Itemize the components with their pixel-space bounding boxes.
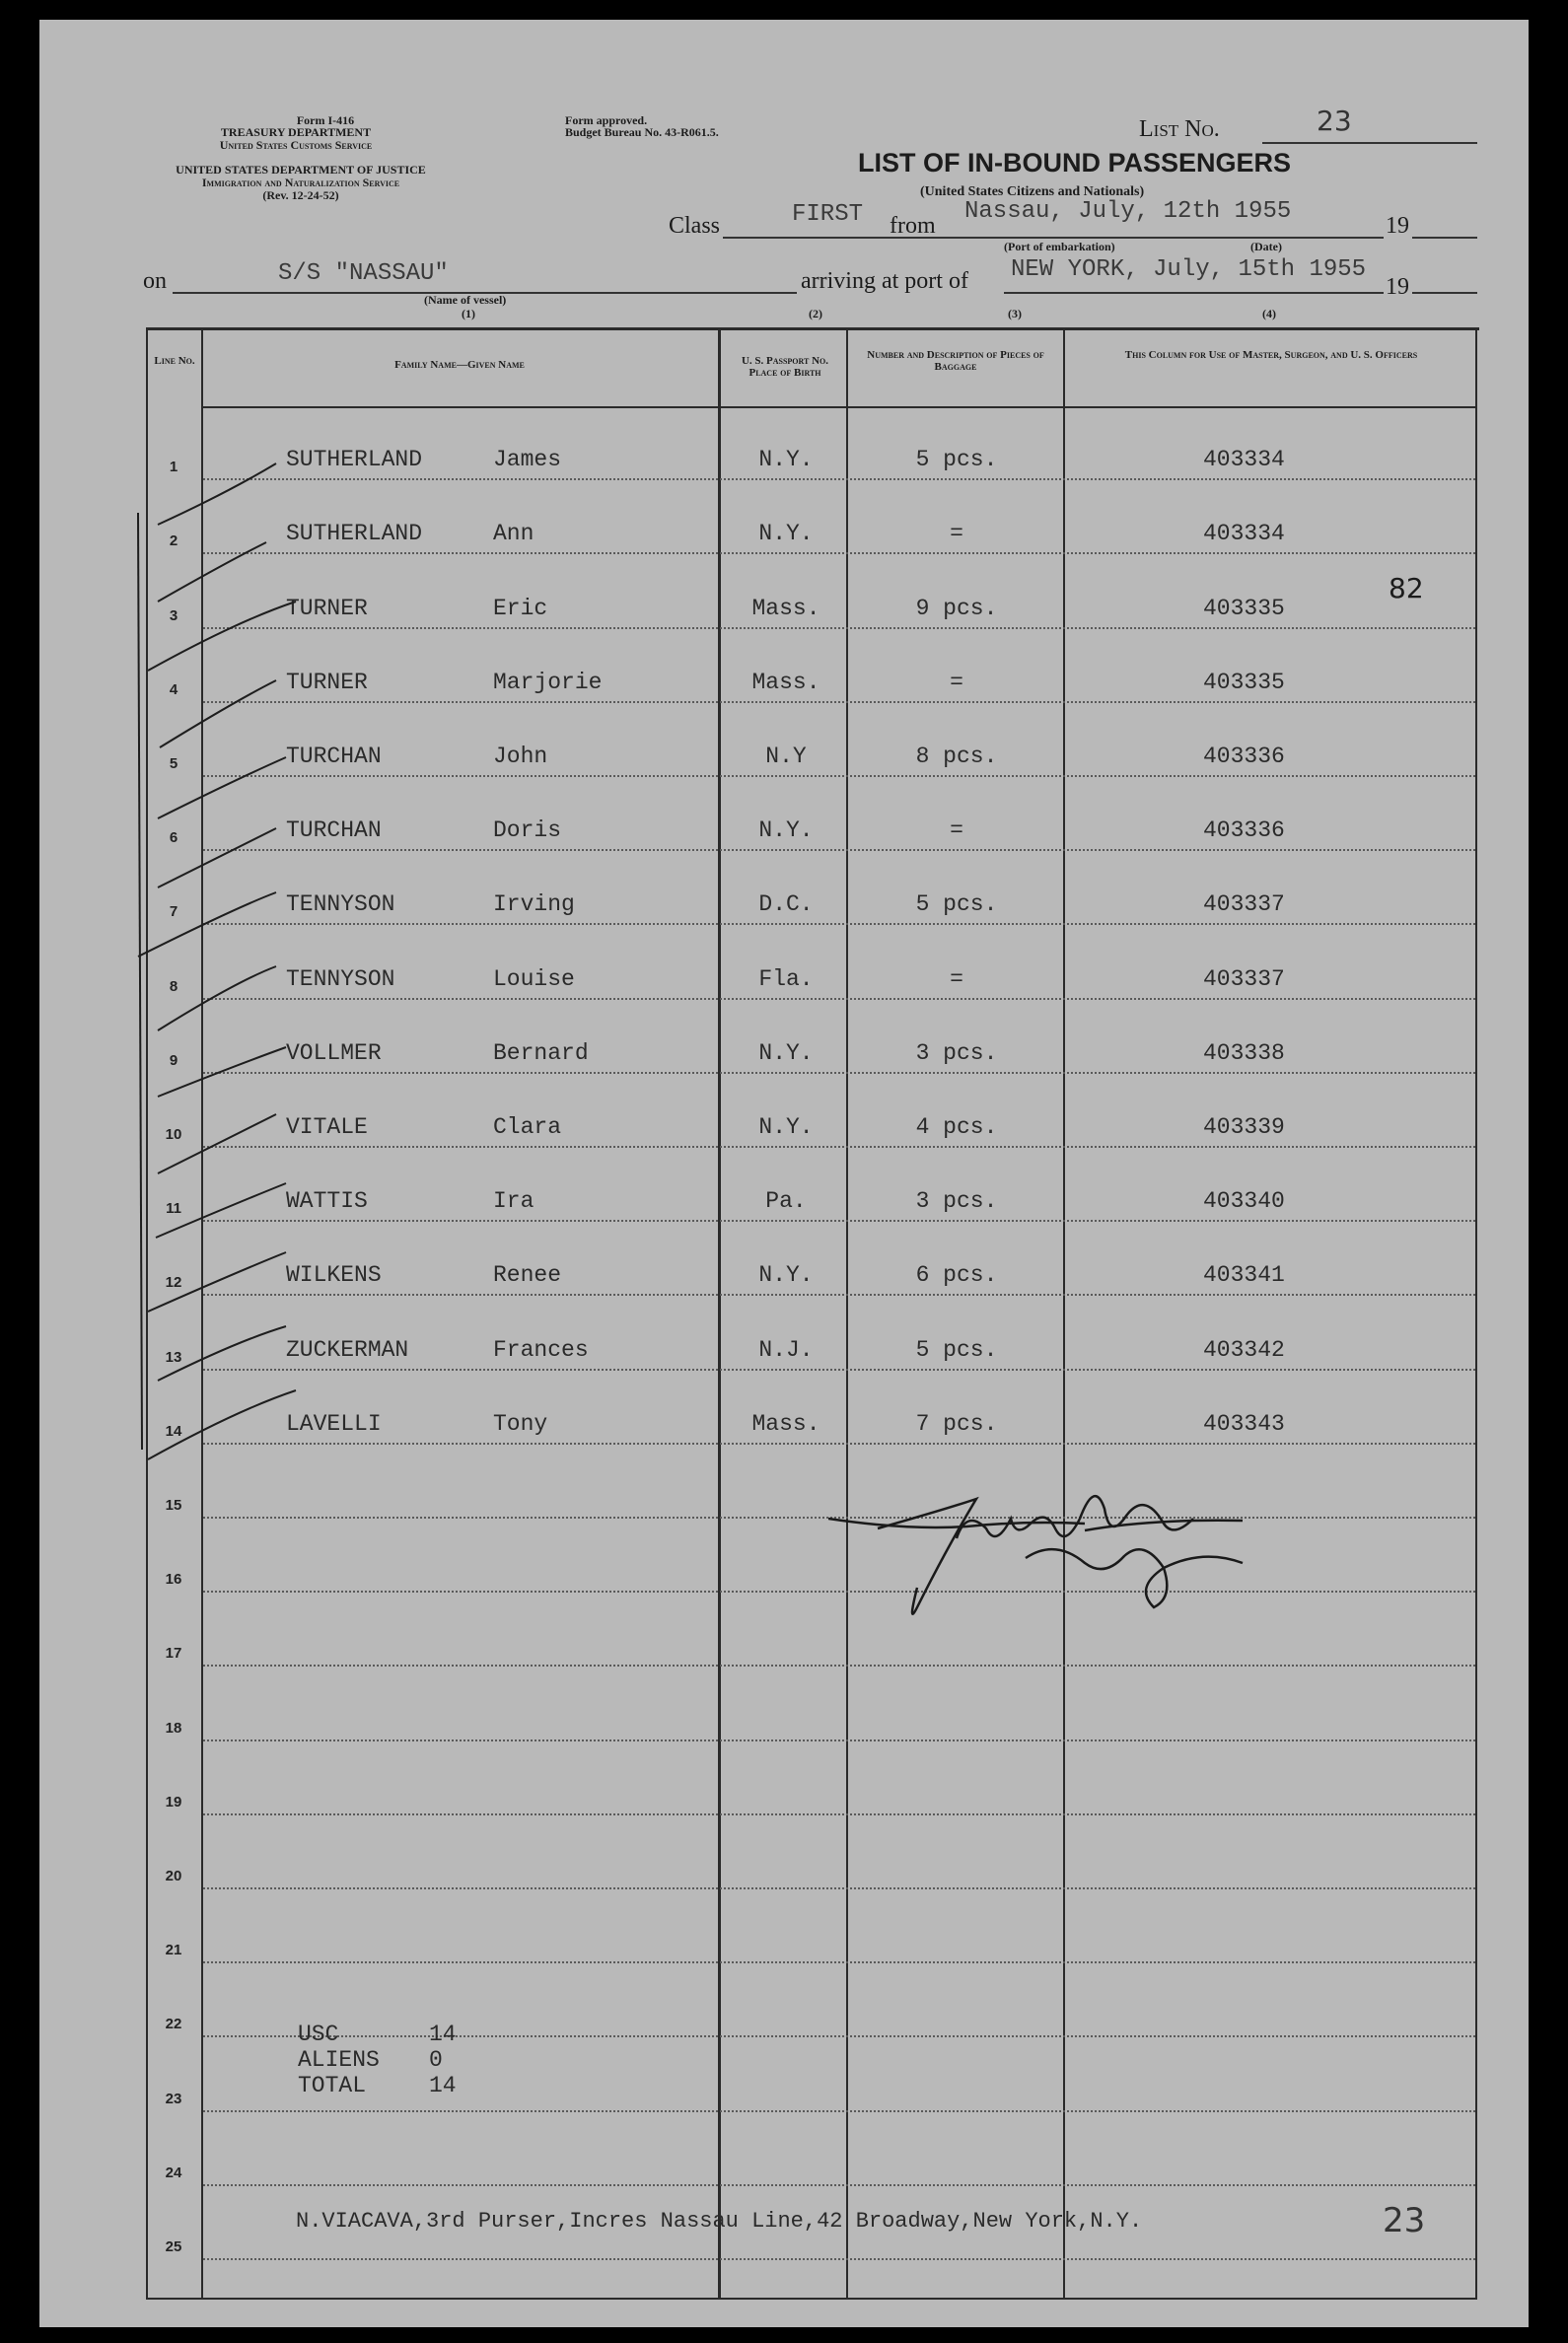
officer-number: 403336 <box>1203 817 1285 843</box>
handwritten-mark: 23 <box>1383 2201 1426 2240</box>
given-name: Clara <box>493 1114 562 1140</box>
row-divider <box>203 478 1475 480</box>
row-divider <box>203 1740 1475 1741</box>
row-divider <box>203 1294 1475 1296</box>
officer-number: 403341 <box>1203 1262 1285 1288</box>
line-number: 24 <box>165 2165 182 2181</box>
class-value: FIRST <box>792 201 864 228</box>
officer-number: 403335 <box>1203 670 1285 695</box>
baggage: 6 pcs. <box>915 1262 998 1288</box>
family-name: SUTHERLAND <box>286 447 423 472</box>
family-name: LAVELLI <box>286 1411 382 1437</box>
totals-aliens-value: 0 <box>429 2047 443 2073</box>
form-approved: Form approved. <box>565 113 648 127</box>
baggage: 3 pcs. <box>915 1188 998 1214</box>
line-number: 13 <box>165 1349 182 1366</box>
officer-number: 403337 <box>1203 891 1285 917</box>
year-underline-2 <box>1412 292 1477 294</box>
arriving-label: arriving at port of <box>801 268 968 294</box>
totals-aliens-label: ALIENS <box>298 2047 380 2073</box>
given-name: Marjorie <box>493 670 603 695</box>
row-divider <box>203 701 1475 703</box>
place-of-birth: N.Y. <box>758 1262 814 1288</box>
check-marks <box>128 434 385 1479</box>
year-label-2: 19 <box>1386 274 1409 300</box>
place-of-birth: N.J. <box>758 1337 814 1363</box>
row-divider <box>203 1665 1475 1667</box>
family-name: SUTHERLAND <box>286 521 423 546</box>
baggage: 4 pcs. <box>915 1114 998 1140</box>
department-of-justice: UNITED STATES DEPARTMENT OF JUSTICE <box>176 163 426 177</box>
given-name: Bernard <box>493 1040 589 1066</box>
signature <box>828 1469 1381 1657</box>
family-name: TURCHAN <box>286 744 382 769</box>
budget-bureau: Budget Bureau No. 43-R061.5. <box>565 125 719 139</box>
embarkation-value: Nassau, July, 12th 1955 <box>964 198 1292 225</box>
table-bottom-border <box>146 2298 1477 2300</box>
officer-number: 403334 <box>1203 521 1285 546</box>
officer-number: 403342 <box>1203 1337 1285 1363</box>
customs-service: United States Customs Service <box>219 138 373 152</box>
given-name: John <box>493 744 548 769</box>
row-divider <box>203 2184 1475 2186</box>
family-name: TENNYSON <box>286 966 395 992</box>
line-number: 7 <box>169 903 178 920</box>
officer-number: 403338 <box>1203 1040 1285 1066</box>
officer-number: 403339 <box>1203 1114 1285 1140</box>
given-name: James <box>493 447 562 472</box>
row-divider <box>203 775 1475 777</box>
place-of-birth: D.C. <box>758 891 814 917</box>
officer-number: 403343 <box>1203 1411 1285 1437</box>
column-header-passport: U. S. Passport No. Place of Birth <box>741 355 829 379</box>
line-number: 1 <box>169 459 178 475</box>
place-of-birth: Fla. <box>758 966 814 992</box>
line-number: 4 <box>169 681 178 698</box>
baggage: 7 pcs. <box>915 1411 998 1437</box>
family-name: WILKENS <box>286 1262 382 1288</box>
arrival-underline <box>1004 292 1384 294</box>
place-of-birth: Mass. <box>751 596 820 621</box>
given-name: Louise <box>493 966 575 992</box>
passport-column-border <box>846 327 848 2300</box>
line-number: 12 <box>165 1274 182 1291</box>
row-divider <box>203 923 1475 925</box>
baggage-column-border <box>1063 327 1065 2300</box>
port-embarkation-caption: (Port of embarkation) <box>1004 240 1115 253</box>
baggage: 3 pcs. <box>915 1040 998 1066</box>
given-name: Renee <box>493 1262 562 1288</box>
class-underline <box>723 237 1384 239</box>
place-of-birth: N.Y. <box>758 817 814 843</box>
column-header-baggage: Number and Description of Pieces of Baggage <box>867 349 1044 373</box>
line-number: 20 <box>165 1868 182 1884</box>
treasury-department: TREASURY DEPARTMENT <box>220 125 372 139</box>
given-name: Ira <box>493 1188 535 1214</box>
row-divider <box>203 1887 1475 1889</box>
row-divider <box>203 552 1475 554</box>
row-divider <box>203 1443 1475 1445</box>
name-column-border <box>718 327 721 2300</box>
form-number: Form I-416 <box>296 113 355 127</box>
class-label: Class <box>669 213 721 239</box>
baggage: = <box>950 521 963 546</box>
vessel-name: S/S "NASSAU" <box>278 260 449 287</box>
row-divider <box>203 1220 1475 1222</box>
date-caption: (Date) <box>1250 240 1282 253</box>
col-num-3: (3) <box>1008 307 1022 320</box>
officer-number: 403334 <box>1203 447 1285 472</box>
column-header-line-no: Line No. <box>154 355 195 367</box>
line-number: 23 <box>165 2091 182 2107</box>
col-num-4: (4) <box>1262 307 1276 320</box>
line-number: 5 <box>169 755 178 772</box>
col-num-2: (2) <box>809 307 822 320</box>
place-of-birth: N.Y. <box>758 1040 814 1066</box>
from-label: from <box>890 213 936 239</box>
place-of-birth: N.Y. <box>758 1114 814 1140</box>
officer-number: 403336 <box>1203 744 1285 769</box>
place-of-birth: N.Y. <box>758 447 814 472</box>
row-divider <box>203 1146 1475 1148</box>
list-no-label: List No. <box>1139 116 1220 142</box>
purser-line: N.VIACAVA,3rd Purser,Incres Nassau Line,42 Broadway,New York,N.Y. <box>296 2209 1143 2234</box>
list-no-value: 23 <box>1317 105 1352 137</box>
line-number: 9 <box>169 1052 178 1069</box>
given-name: Doris <box>493 817 562 843</box>
line-number: 25 <box>165 2238 182 2255</box>
baggage: = <box>950 817 963 843</box>
place-of-birth: N.Y. <box>758 521 814 546</box>
line-number: 11 <box>166 1200 181 1217</box>
row-divider <box>203 998 1475 1000</box>
given-name: Eric <box>493 596 548 621</box>
vessel-caption: (Name of vessel) <box>424 293 507 307</box>
list-no-underline <box>1262 142 1477 144</box>
row-divider <box>203 2258 1475 2260</box>
line-number: 19 <box>165 1794 182 1810</box>
totals-usc-label: USC <box>298 2022 339 2047</box>
table-header-border <box>203 406 1477 408</box>
officer-number: 403340 <box>1203 1188 1285 1214</box>
vessel-col-num: (1) <box>462 307 475 320</box>
line-number: 22 <box>165 2016 182 2032</box>
totals-total-value: 14 <box>429 2073 457 2098</box>
family-name: TENNYSON <box>286 891 395 917</box>
line-number: 2 <box>169 532 178 549</box>
totals-total-label: TOTAL <box>298 2073 367 2098</box>
arrival-value: NEW YORK, July, 15th 1955 <box>1011 256 1367 283</box>
year-label-1: 19 <box>1386 213 1409 239</box>
place-of-birth: Mass. <box>751 670 820 695</box>
line-number: 8 <box>169 978 178 995</box>
baggage: = <box>950 966 963 992</box>
family-name: VOLLMER <box>286 1040 382 1066</box>
baggage: 5 pcs. <box>915 1337 998 1363</box>
line-number: 18 <box>165 1720 182 1737</box>
place-of-birth: Mass. <box>751 1411 820 1437</box>
place-of-birth: Pa. <box>765 1188 807 1214</box>
officer-number: 403335 <box>1203 596 1285 621</box>
page-subtitle: (United States Citizens and Nationals) <box>920 184 1145 199</box>
family-name: WATTIS <box>286 1188 368 1214</box>
family-name: TURNER <box>286 596 368 621</box>
row-divider <box>203 1813 1475 1815</box>
line-number: 15 <box>165 1497 182 1514</box>
row-divider <box>203 2035 1475 2037</box>
manifest-page <box>39 20 1529 2327</box>
officer-number: 403337 <box>1203 966 1285 992</box>
row-divider <box>203 1961 1475 1963</box>
totals-usc-value: 14 <box>429 2022 457 2047</box>
row-divider <box>203 2110 1475 2112</box>
year-underline-1 <box>1412 237 1477 239</box>
row-divider <box>203 1369 1475 1371</box>
table-top-border <box>146 327 1479 330</box>
row-divider <box>203 1072 1475 1074</box>
table-right-border <box>1475 327 1477 2300</box>
given-name: Irving <box>493 891 575 917</box>
baggage: 5 pcs. <box>915 891 998 917</box>
line-number: 14 <box>165 1423 182 1440</box>
given-name: Frances <box>493 1337 589 1363</box>
given-name: Tony <box>493 1411 548 1437</box>
baggage: = <box>950 670 963 695</box>
page-title: LIST OF IN-BOUND PASSENGERS <box>858 148 1292 178</box>
family-name: ZUCKERMAN <box>286 1337 409 1363</box>
line-number: 6 <box>169 829 178 846</box>
baggage: 9 pcs. <box>915 596 998 621</box>
ins-service: Immigration and Naturalization Service <box>201 176 400 189</box>
line-number: 3 <box>169 607 178 624</box>
line-number: 16 <box>165 1571 182 1588</box>
line-number: 21 <box>165 1942 182 1958</box>
column-header-name: Family Name—Given Name <box>394 359 525 371</box>
on-label: on <box>143 268 167 294</box>
given-name: Ann <box>493 521 535 546</box>
baggage: 8 pcs. <box>915 744 998 769</box>
family-name: TURCHAN <box>286 817 382 843</box>
baggage: 5 pcs. <box>915 447 998 472</box>
row-divider <box>203 849 1475 851</box>
column-header-officers: This Column for Use of Master, Surgeon, and U. S. Officers <box>1124 349 1418 361</box>
revision-date: (Rev. 12-24-52) <box>262 188 339 202</box>
line-number: 10 <box>165 1126 182 1143</box>
family-name: TURNER <box>286 670 368 695</box>
family-name: VITALE <box>286 1114 368 1140</box>
row-divider <box>203 627 1475 629</box>
line-number: 17 <box>165 1645 182 1662</box>
place-of-birth: N.Y <box>765 744 807 769</box>
margin-note: 82 <box>1389 572 1424 604</box>
